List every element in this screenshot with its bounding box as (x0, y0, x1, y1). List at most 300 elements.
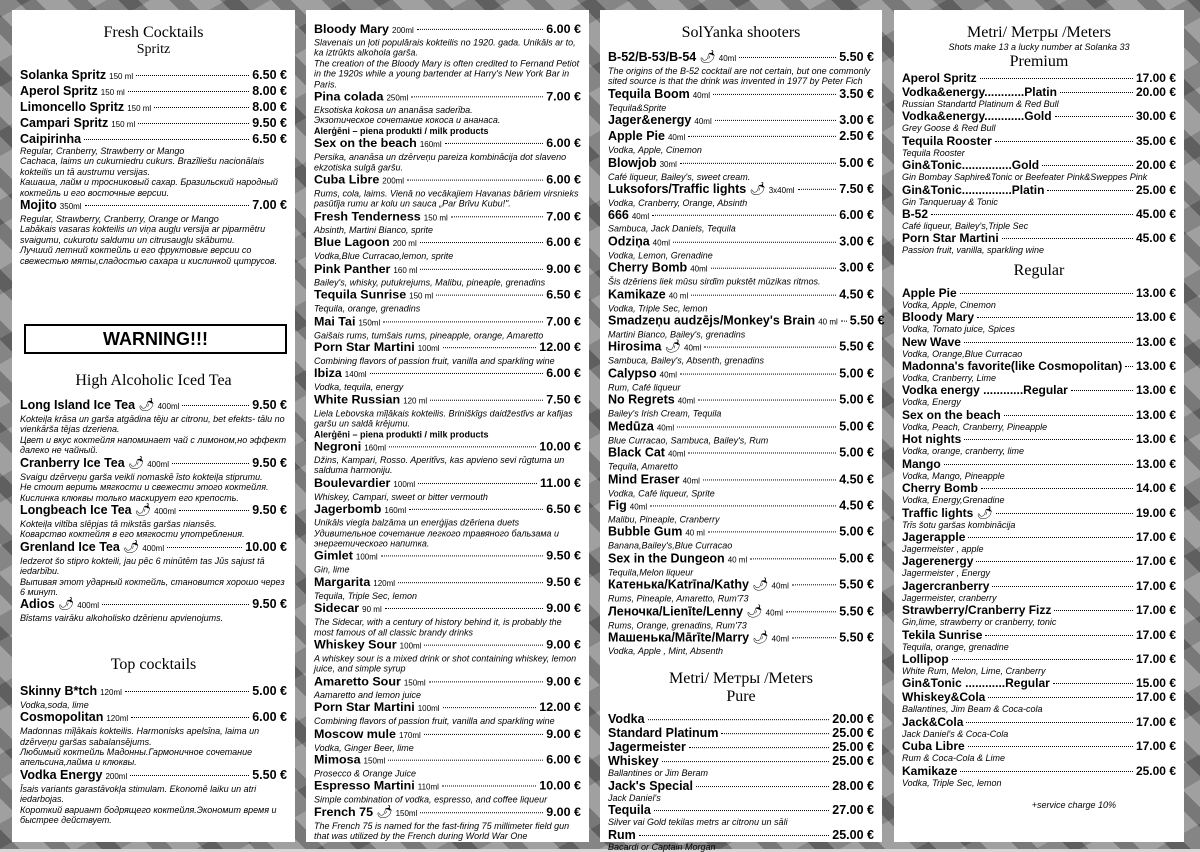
item-description: Martini Bianco, Bailey's, grenadins (608, 329, 746, 340)
item-description: Vodka, Orange,Blue Curracao (902, 348, 1023, 359)
meters-premium-title: Metri/ Метры /Meters (967, 24, 1111, 41)
item-name: Apple Pie (902, 285, 957, 300)
item-price: 6.00 € (546, 136, 581, 151)
menu-item (20, 398, 287, 456)
dot-leader (966, 722, 1133, 723)
dot-leader (688, 453, 836, 454)
item-description: Vodka, Triple Sec, lemon (902, 777, 1002, 788)
item-name: Cranberry Ice Tea (20, 455, 125, 470)
item-description: Aamaretto and lemon juice (314, 690, 422, 701)
dot-leader (688, 136, 836, 137)
dot-leader (960, 771, 1133, 772)
item-description: Sambuca, Bailey's, Absenth, grenadins (608, 356, 764, 367)
menu-item-row (902, 603, 1176, 617)
menu-item (902, 432, 1176, 456)
item-volume: 150 ml (127, 104, 152, 113)
menu-item-row (314, 727, 581, 743)
item-name: Negroni (314, 439, 362, 454)
dot-leader (1060, 92, 1133, 93)
menu-item-row (902, 158, 1176, 172)
item-description: Gin,lime, strawberry or cranberry, tonic (902, 617, 1057, 628)
item-name: Mai Tai (314, 313, 356, 328)
shots-note: Shots make 13 a lucky number at Solanka 33 (948, 42, 1130, 52)
item-name: Cuba Libre (314, 172, 380, 187)
dot-leader (750, 558, 836, 559)
menu-item-row (902, 530, 1176, 544)
menu-item (902, 183, 1176, 207)
item-volume: 400ml (157, 402, 180, 412)
dot-leader (960, 293, 1133, 294)
item-volume: 40ml (694, 117, 712, 127)
item-volume: 100ml (393, 479, 416, 489)
dot-leader (443, 347, 537, 348)
dot-leader (167, 547, 242, 548)
item-description: Gin Tanqueruay & Tonic (902, 196, 998, 207)
dot-leader (445, 143, 544, 144)
item-description: Tequila, orange, grenadins (314, 303, 421, 314)
item-name: Vodka Energy (20, 767, 103, 782)
item-name: Porn Star Martini (314, 340, 415, 355)
menu-item-row (608, 577, 874, 593)
item-volume: 120ml (373, 579, 396, 588)
item-volume: 120ml (106, 714, 129, 724)
item-description: Liela Lebovska mīļākais kokteilis. Briniškīgs daidžestīvs ar kafijas garšu un saldā krējumu. (314, 408, 573, 429)
menu-item (314, 805, 581, 842)
item-description: Madonnas mīļākais kokteilis. Harmonisks apelsīna, laima un dzērveņu garšas sabalansējums. (20, 726, 260, 747)
dot-leader (639, 835, 830, 836)
item-name: Sex on the beach (902, 407, 1001, 422)
menu-item-row (608, 261, 874, 277)
spritz-subtitle: Spritz (136, 42, 171, 57)
item-description: Combining flavors of passion fruit, vanilla and sparkling wine (314, 716, 555, 727)
menu-column-2 (306, 10, 589, 842)
dot-leader (1042, 165, 1133, 166)
item-description: Vodka, Tomato juice, Spices (902, 324, 1015, 335)
item-name: Ibiza (314, 366, 342, 381)
item-volume: 150 ml (409, 291, 434, 301)
menu-item-row (902, 554, 1176, 568)
menu-item (314, 674, 581, 700)
menu-item-row (608, 393, 874, 409)
menu-item-row (608, 630, 874, 646)
menu-column-4 (894, 10, 1184, 842)
item-price: 20.00 € (1135, 85, 1176, 99)
menu-item (902, 71, 1176, 85)
dot-leader (931, 214, 1133, 215)
menu-item-row (20, 100, 287, 116)
menu-item-row (608, 604, 874, 620)
item-name: B-52 (902, 207, 929, 222)
menu-item-row (608, 313, 885, 330)
menu-item (902, 676, 1176, 690)
menu-item-row (20, 68, 287, 84)
item-price: 17.00 € (1135, 529, 1176, 544)
menu-item (314, 575, 581, 601)
item-name: 666 (608, 208, 629, 223)
item-name: Vodka energy ............Regular (902, 383, 1068, 398)
item-name: Леночка/Lienīte/Lenny (608, 603, 744, 618)
menu-item (20, 684, 287, 710)
item-volume: 160 ml (393, 265, 418, 275)
item-description: Svaigu dzērveņu garša veikli nomaskē īsto kokteiļa stiprumu. (20, 471, 263, 482)
dot-leader (424, 734, 543, 735)
item-description: Vodka, Apple, Cinemon (902, 299, 996, 310)
dot-leader (721, 733, 829, 734)
menu-item (902, 207, 1176, 231)
item-description: Jack Daniel's (608, 792, 661, 803)
menu-item (608, 779, 874, 803)
item-volume: 200ml (392, 25, 414, 35)
menu-item (608, 828, 874, 852)
item-description: Banana,Bailey's,Blue Curracao (608, 540, 733, 551)
menu-item-row (20, 597, 287, 613)
item-name: Whiskey Sour (314, 637, 397, 652)
item-price: 30.00 € (1135, 109, 1176, 124)
menu-item-row (314, 22, 581, 38)
menu-item (902, 134, 1176, 158)
menu-item-row (608, 754, 874, 768)
item-price: 3.00 € (839, 260, 874, 275)
menu-item-row (20, 456, 287, 472)
menu-item-row (314, 314, 581, 330)
chili-icon: 🌶 (976, 504, 993, 520)
menu-item (608, 182, 874, 208)
menu-item-row (902, 335, 1176, 349)
menu-item-row (20, 768, 287, 784)
menu-item (902, 158, 1176, 182)
dot-leader (696, 786, 829, 787)
item-price: 13.00 € (1135, 310, 1176, 325)
item-description: Russian Standartd Platinum & Red Bull (902, 99, 1059, 109)
menu-item (314, 779, 581, 805)
menu-item (608, 113, 874, 129)
item-name: Medūza (608, 419, 654, 434)
menu-item (902, 408, 1176, 432)
menu-item (608, 313, 885, 340)
menu-item-row (902, 359, 1176, 373)
item-volume: 120 ml (403, 396, 428, 406)
menu-item-row (902, 85, 1176, 99)
item-volume: 150ml (363, 756, 386, 766)
item-price: 10.00 € (245, 539, 287, 554)
menu-item-row (902, 628, 1176, 642)
dot-leader (944, 464, 1133, 465)
menu-item-row (314, 549, 581, 565)
item-description: Tequila, Amaretto (608, 461, 678, 472)
item-price: 12.00 € (539, 700, 581, 715)
item-name: Gin&Tonic...............Platin (902, 182, 1045, 197)
item-price: 9.00 € (546, 637, 581, 652)
item-volume: 40ml (667, 133, 686, 143)
item-description: Vodka,Blue Curracao,lemon, sprite (314, 251, 454, 262)
dot-leader (128, 91, 249, 92)
menu-item (902, 109, 1176, 133)
item-name: Vodka&energy............Platin (902, 85, 1057, 99)
item-description: Café liqueur, Bailey's,Triple Sec (902, 221, 1029, 232)
item-description: Jagermeister , apple (902, 543, 984, 554)
menu-item (20, 100, 287, 116)
dot-leader (383, 321, 543, 322)
item-price: 3.00 € (839, 113, 874, 128)
menu-item-row (608, 472, 874, 488)
menu-item-row (902, 579, 1176, 593)
dot-leader (841, 321, 847, 322)
item-price: 13.00 € (1135, 456, 1176, 471)
item-description: Bīstams vairāku alkoholisko dzērienu apvienojums. (20, 613, 224, 624)
menu-item (20, 132, 287, 198)
item-description: Café liqueur, Bailey's, sweet cream. (608, 171, 751, 182)
dot-leader (739, 57, 836, 58)
item-description: Vodka, orange, cranberry, lime (902, 446, 1025, 457)
item-name: Jack's Special (608, 778, 693, 793)
menu-item (608, 287, 874, 313)
item-description: Whiskey, Campari, sweet or bitter vermouth (314, 491, 488, 502)
menu-column-1 (12, 10, 295, 842)
item-description: Jack Daniel's & Coca-Cola (902, 728, 1009, 739)
menu-item (608, 577, 874, 603)
menu-item-row (608, 828, 874, 842)
item-volume: 110ml (417, 782, 439, 792)
item-volume: 160ml (419, 140, 442, 150)
chili-icon: 🌶 (134, 501, 152, 517)
dot-leader (792, 637, 836, 638)
menu-item (608, 498, 874, 524)
item-price: 5.00 € (252, 683, 287, 698)
item-price: 7.00 € (546, 89, 581, 104)
item-name: Jagerenergy (902, 554, 974, 569)
menu-item (314, 753, 581, 779)
item-price: 5.50 € (849, 313, 885, 328)
menu-item (902, 554, 1176, 578)
item-description: Combining flavors of passion fruit, vanilla and sparkling wine (314, 356, 555, 366)
item-description: Vodka, Café liqueur, Sprite (608, 487, 715, 498)
item-name: Aperol Spritz (20, 84, 98, 98)
item-price: 6.50 € (546, 287, 581, 302)
warning-banner: WARNING!!! (24, 324, 287, 354)
item-price: 19.00 € (1135, 505, 1176, 520)
item-price: 5.00 € (839, 445, 874, 460)
item-name: Sidecar (314, 601, 360, 616)
item-volume: 150 ml (111, 120, 136, 129)
item-volume: 170ml (398, 730, 421, 740)
item-description: Kokteiļa viltība slēpjas tā mikstās garšas niansēs. (20, 518, 217, 529)
item-volume: 40ml (771, 634, 789, 644)
item-description: Короткий вариант бодрящего коктейля.Экономит время и быстрее действует. (20, 804, 277, 825)
item-price: 6.00 € (252, 710, 287, 725)
chili-icon: 🌶 (752, 576, 769, 592)
menu-item-row (314, 601, 581, 617)
item-price: 6.50 € (252, 132, 287, 146)
item-name: Tequila Sunrise (314, 287, 407, 302)
item-name: New Wave (902, 334, 961, 349)
item-name: Aperol Spritz (902, 71, 977, 85)
item-description: Sambuca, Jack Daniels, Tequila (608, 224, 736, 235)
menu-item (314, 700, 581, 726)
item-price: 9.50 € (546, 575, 581, 589)
dot-leader (102, 604, 249, 605)
menu-item-row (902, 286, 1176, 300)
item-name: Gin&Tonic...............Gold (902, 158, 1040, 173)
cocktails-list (314, 22, 581, 842)
item-price: 5.50 € (839, 603, 874, 618)
item-name: Smadzeņu audzējs/Monkey's Brain (608, 313, 816, 328)
item-price: 7.50 € (546, 392, 581, 407)
item-volume: 40ml (659, 370, 677, 380)
menu-item (608, 419, 874, 445)
item-price: 2.50 € (839, 129, 874, 144)
menu-item-row (902, 690, 1176, 704)
menu-item (608, 50, 874, 87)
dot-leader (992, 586, 1133, 587)
item-name: Vodka&energy............Gold (902, 109, 1052, 124)
item-volume: 100ml (399, 641, 422, 651)
item-name: White Russian (314, 392, 401, 407)
item-name: Jagerapple (902, 529, 966, 544)
item-description: Iedzerot šo stipro kokteili, jau pēc 6 minūtēm tas Jūs sajust tā iedarbību. (20, 555, 265, 577)
item-description: Vodka, Energy,Grenadine (902, 495, 1005, 506)
menu-item (608, 726, 874, 740)
item-name: Long Island Ice Tea (20, 398, 136, 413)
item-name: Kamikaze (608, 287, 666, 302)
item-volume: 150 ml (109, 72, 134, 81)
item-name: No Regrets (608, 392, 675, 407)
item-name: Lollipop (902, 651, 949, 666)
item-volume: 40ml (692, 90, 711, 100)
menu-item (20, 198, 287, 266)
menu-item (608, 235, 874, 261)
item-volume: 40 ml (727, 555, 748, 565)
item-volume: 350ml (59, 202, 82, 212)
dot-leader (995, 141, 1133, 142)
dot-leader (996, 513, 1133, 514)
dot-leader (398, 582, 543, 583)
item-description: Vodka, Energy (902, 397, 961, 408)
item-description: Cachaca, laims un cukurniedru cukurs. Brazīliešu nacionālais kokteilis un tā austrumu versijas. (20, 156, 265, 177)
menu-item (902, 85, 1176, 109)
menu-item (608, 87, 874, 113)
dot-leader (680, 373, 836, 374)
item-price: 9.00 € (546, 726, 581, 741)
item-name: Машенька/Mārīte/Marry (608, 630, 750, 645)
item-volume: 40ml (690, 264, 708, 274)
item-price: 9.00 € (546, 261, 581, 276)
chili-icon: 🌶 (127, 454, 145, 470)
item-price: 20.00 € (832, 712, 874, 727)
item-volume: 150ml (358, 317, 381, 327)
item-volume: 200ml (382, 176, 405, 186)
menu-item (902, 764, 1176, 788)
dot-leader (976, 561, 1133, 562)
menu-item-row (608, 208, 874, 224)
item-name: Sex in the Dungeon (608, 551, 725, 566)
item-name: Black Cat (608, 445, 665, 460)
dot-leader (673, 242, 836, 243)
item-description: Grey Goose & Red Bull (902, 123, 996, 134)
item-name: Rum (608, 827, 636, 842)
menu-item-row (608, 551, 874, 567)
item-volume: 400ml (147, 459, 169, 469)
menu-item (902, 506, 1176, 530)
item-price: 13.00 € (1135, 285, 1176, 300)
meters-title: Metri/ Метры /Meters (669, 670, 813, 688)
item-description: Passion fruit, vanilla, sparkling wine (902, 245, 1045, 256)
item-price: 12.00 € (539, 340, 581, 355)
item-description: Экзотическое сочетание кокоса и ананаса. (314, 115, 501, 126)
menu-item (902, 715, 1176, 739)
menu-item-row (314, 502, 581, 518)
dot-leader (417, 29, 543, 30)
item-description: Džins, Kampari, Rosso. Aperitīvs, kas apvieno sevi rūgtuma un salduma harmoniju. (314, 455, 565, 476)
menu-item (20, 768, 287, 826)
item-volume: 40ml (656, 423, 675, 433)
item-name: B-52/B-53/B-54 (608, 49, 697, 64)
menu-item (314, 727, 581, 753)
item-price: 17.00 € (1135, 578, 1176, 593)
dot-leader (964, 439, 1133, 440)
menu-item-row (314, 262, 581, 278)
item-price: 13.00 € (1135, 334, 1176, 349)
item-price: 17.00 € (1135, 71, 1176, 85)
item-name: Tekila Sunrise (902, 627, 983, 642)
menu-item (20, 503, 287, 540)
item-price: 6.00 € (546, 172, 581, 187)
item-price: 13.00 € (1135, 432, 1176, 447)
item-volume: 40ml (631, 212, 650, 222)
menu-item-row (902, 408, 1176, 422)
item-price: 14.00 € (1135, 481, 1176, 496)
menu-item (314, 262, 581, 288)
item-name: Gimlet (314, 548, 353, 563)
dot-leader (988, 697, 1133, 698)
dot-leader (798, 189, 837, 190)
item-price: 13.00 € (1135, 359, 1176, 374)
menu-item-row (608, 182, 874, 198)
item-description: Vodka, tequila, energy (314, 382, 404, 393)
menu-item-row (608, 713, 874, 727)
dot-leader (179, 510, 249, 511)
dot-leader (443, 707, 537, 708)
item-name: Whiskey&Cola (902, 690, 986, 705)
item-name: Blue Lagoon (314, 235, 390, 250)
menu-item (902, 457, 1176, 481)
item-description: Выпивая этот ударный коктейль, становится хорошо через 6 минут. (20, 576, 285, 597)
item-description: Vodka, Ginger Beer, lime (314, 742, 414, 753)
item-price: 5.50 € (839, 630, 874, 645)
menu-item-row (20, 84, 287, 100)
item-price: 35.00 € (1135, 133, 1176, 148)
dot-leader (370, 373, 544, 374)
item-volume: 200ml (105, 771, 128, 781)
menu-item (314, 22, 581, 89)
item-price: 6.50 € (546, 502, 581, 516)
item-description: Любимый коктейль Мадонны.Гармоничное сочетание апельсина,лайма и клюквы. (20, 746, 253, 768)
item-price: 5.00 € (839, 366, 874, 381)
menu-item-row (902, 207, 1176, 221)
item-name: Cherry Bomb (902, 481, 979, 496)
item-description: Rums, Pineaple, Amaretto, Rum'73 (608, 593, 749, 604)
item-volume: 3x40ml (768, 185, 795, 195)
item-price: 25.00 € (832, 740, 874, 755)
item-price: 9.50 € (546, 548, 581, 563)
dot-leader (680, 162, 836, 163)
item-description: Vodka,soda, lime (20, 699, 89, 710)
chili-icon: 🌶 (664, 339, 682, 355)
item-price: 17.00 € (1135, 627, 1176, 642)
menu-item-row (314, 638, 581, 654)
menu-item (608, 366, 874, 392)
item-name: Pina colada (314, 89, 384, 104)
item-volume: 90 ml (362, 605, 382, 615)
